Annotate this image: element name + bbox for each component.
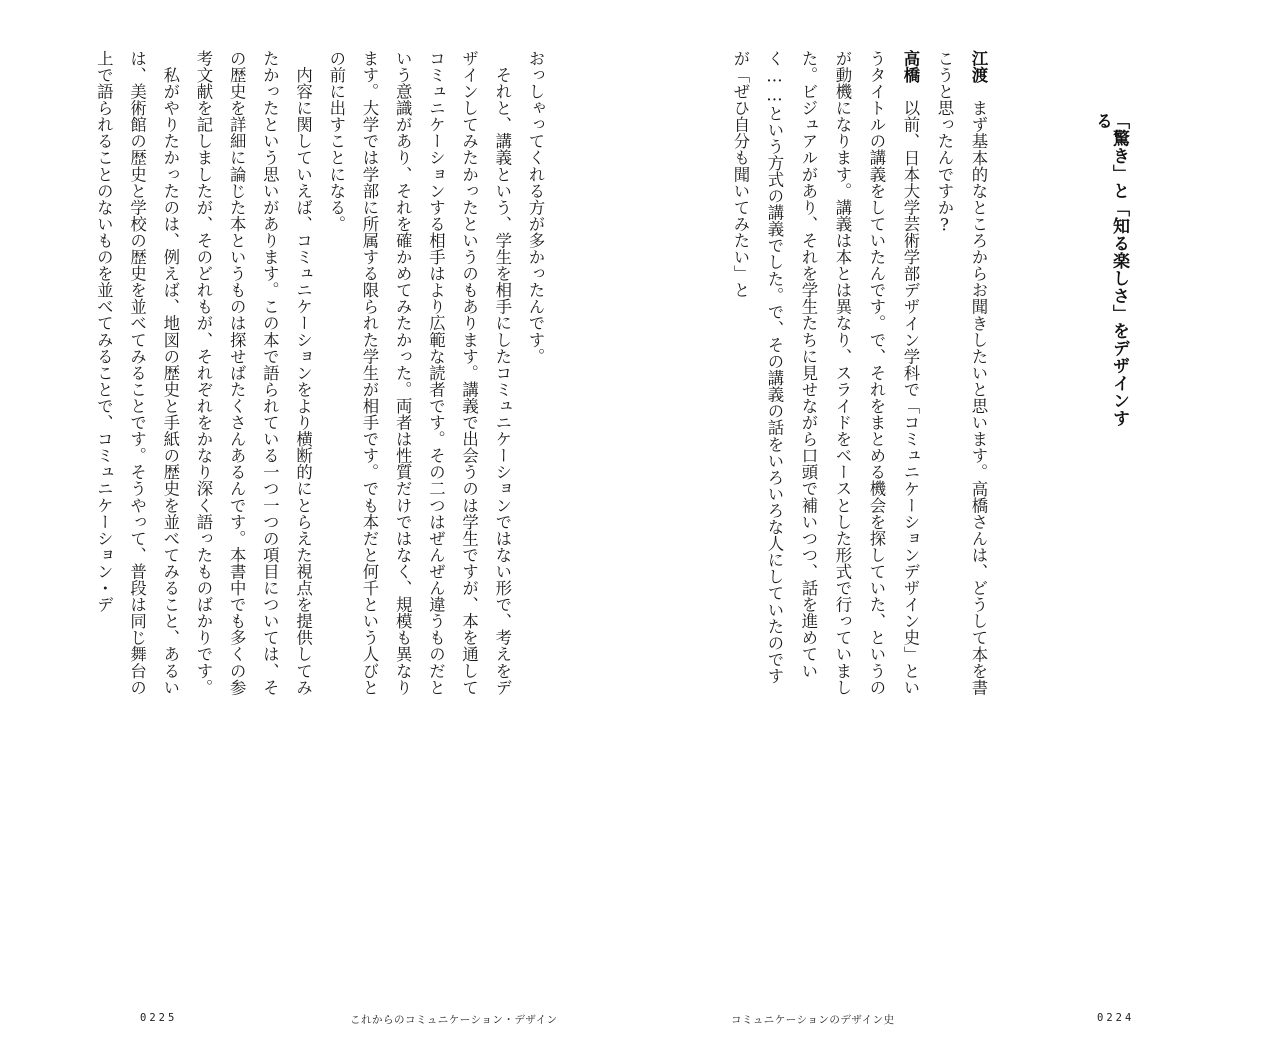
paragraph-text: まず基本的なところからお聞きしたいと思います。高橋さんは、どうして本を書こうと思ったんですか?	[935, 50, 988, 696]
running-title-right: コミュニケーションのデザイン史	[731, 1014, 895, 1026]
paragraph-text: で、その講義の話をいろいろな人にしていたのですが「ぜひ自分も聞いてみたい」と	[731, 50, 784, 685]
right-page-body	[731, 50, 995, 700]
paragraph: おっしゃってくれる方が多かったんです。	[526, 50, 545, 365]
left-page-body	[52, 50, 552, 700]
running-title-left: これからのコミュニケーション・デザイン	[350, 1014, 558, 1026]
paragraph-text: 私がやりたかったのは、例えば、地図の歴史と手紙の歴史を並べてみること、あるいは、美術館の歴史と学校の歴史を並べてみることです。そうやって、普段は同じ舞台の上で語られることのないものを並べてみることで、コミュニケーション・デ	[94, 50, 180, 696]
speaker-name: 江渡	[969, 50, 988, 84]
page-number-left: 0225	[140, 1012, 178, 1024]
paragraph-text: それと、講義という、学生を相手にしたコミュニケーションではない形で、考えをデザインしてみたかったというのもあります。講義で出会うのは学生ですが、本を通してコミュニケーションする相手はより広範な読者です。その二つはぜんぜん違うものだという意識があり、それを確かめてみたかった。両者は性質だけではなく、規模も異なります。大学では学部に所属する限られた学生が相手です。でも本だと何千という人びとの前に出すことになる。	[326, 50, 512, 696]
paragraph	[320, 50, 519, 700]
paragraph	[87, 50, 187, 700]
paragraph	[723, 50, 927, 700]
paragraph	[187, 50, 320, 700]
speaker-name: 高橋	[901, 50, 920, 84]
page-number-right: 0224	[1097, 1012, 1135, 1024]
paragraph-text: 内容に関していえば、コミュニケーションをより横断的にとらえた視点を提供してみたかったという思いがあります。この本で語られている一つ一つの項目については、その歴史を詳細に論じた本というものは探せばたくさんあるんです。本書中でも多くの参考文献を記しましたが、そのどれもが、それぞれをかなり深く語ったものばかりです。	[193, 50, 313, 696]
section-heading: 「驚き」と「知る楽しさ」をデザインする	[1092, 112, 1129, 427]
paragraph	[927, 50, 995, 700]
paragraph-text: 以前、日本大学芸術学部デザイン学科で「コミュニケーションデザイン史」というタイトルの講義をしていたんです。で、それをまとめる機会を探していた、というのが動機になります。講義は本とは異なり、スライドをベースとした形式で行っていました。ビジュアルがあり、それを学生たちに見せながら口頭で補いつつ、話を進めていく……という方式の講義でした。	[765, 50, 920, 696]
